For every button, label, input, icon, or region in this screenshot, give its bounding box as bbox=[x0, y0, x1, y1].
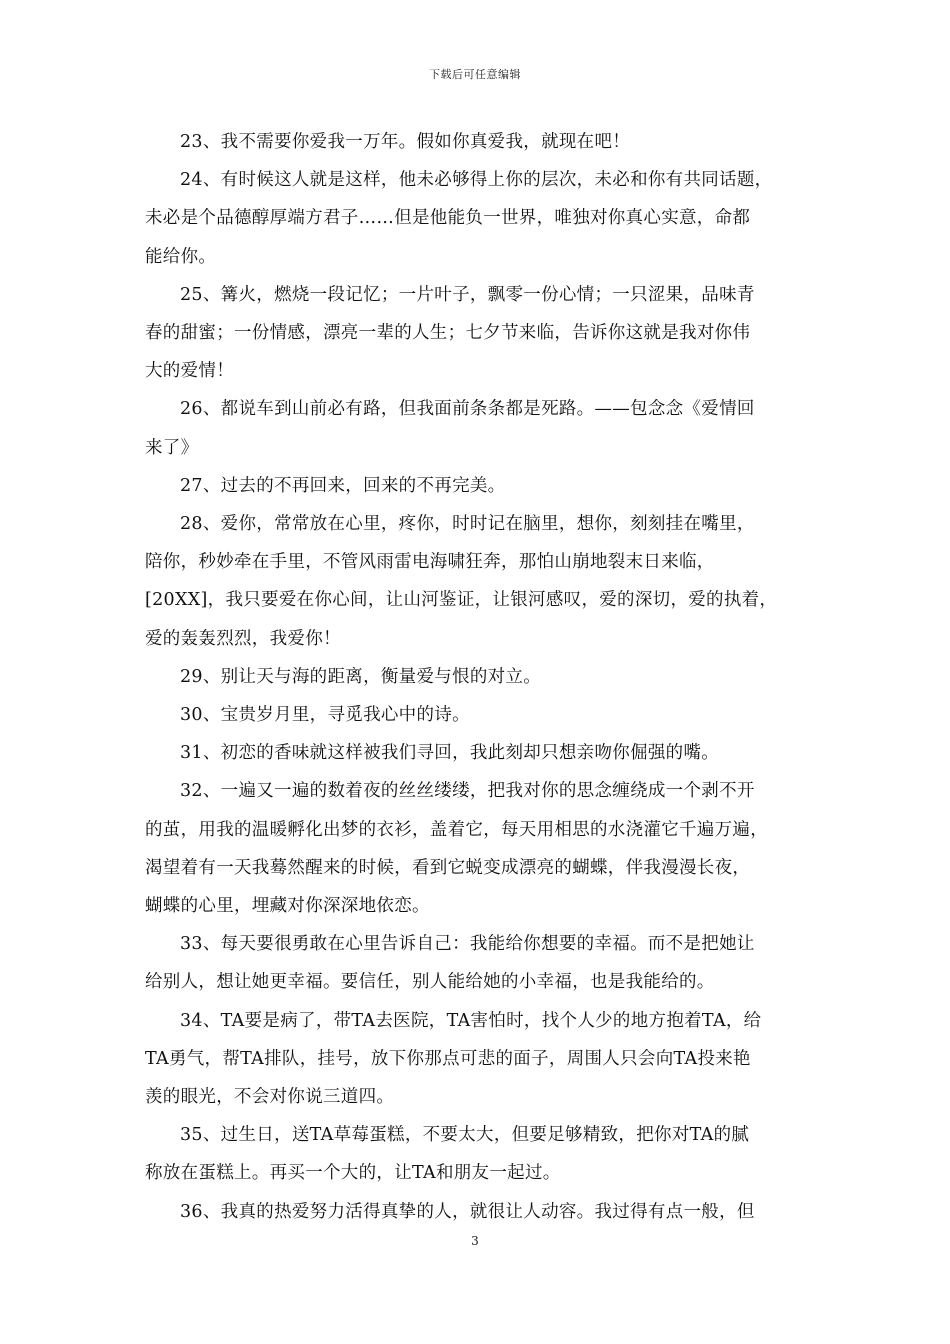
paragraph-34: 34、TA要是病了，带TA去医院，TA害怕时，找个人少的地方抱着TA，给 TA勇气，帮TA排队，挂号，放下你那点可悲的面子，周围人只会向TA投来艳 羡的眼光，不会对你说三道四。 bbox=[145, 1010, 762, 1108]
paragraph-29: 29、别让天与海的距离，衡量爱与恨的对立。 bbox=[180, 666, 542, 687]
paragraph-24: 24、有时候这人就是这样，他未必够得上你的层次，未必和你有共同话题， 未必是个品德醇厚端方君子……但是他能负一世界，唯独对你真心实意，命都 能给你。 bbox=[145, 170, 773, 267]
paragraph-30: 30、宝贵岁月里，寻觅我心中的诗。 bbox=[180, 705, 470, 726]
paragraph-35: 35、过生日，送TA草莓蛋糕，不要太大，但要足够精致，把你对TA的腻 称放在蛋糕上。再买一个大的，让TA和朋友一起过。 bbox=[145, 1125, 750, 1184]
paragraph-25: 25、篝火，燃烧一段记忆；一片叶子，飘零一份心情；一只涩果，品味青 春的甜蜜；一份情感，漂亮一辈的人生；七夕节来临，告诉你这就是我对你伟 大的爱情！ bbox=[145, 284, 755, 382]
paragraph-32: 32、一遍又一遍的数着夜的丝丝缕缕，把我对你的思念缠绕成一个剥不开 的茧，用我的温暖孵化出梦的衣衫，盖着它，每天用相思的水浇灌它千遍万遍， 渴望着有一天我蓦然醒来的时候，看到它蜕变成漂亮的蝴蝶，伴我漫漫长夜， 蝴蝶的心里，埋藏对你深深地依恋。 bbox=[145, 781, 768, 917]
paragraph-36: 36、我真的热爱努力活得真挚的人，就很让人动容。我过得有点一般，但 bbox=[180, 1201, 755, 1222]
paragraph-28: 28、爱你，常常放在心里，疼你，时时记在脑里，想你，刻刻挂在嘴里， 陪你，秒妙牵在手里，不管风雨雷电海啸狂奔，那怕山崩地裂末日来临， [20XX]，我只要爱在你心间，让山河鉴证，让银河感叹，爱的深切，爱的执着， 爱的轰轰烈烈，我爱你！ bbox=[145, 514, 778, 649]
paragraph-31: 31、初恋的香味就这样被我们寻回，我此刻却只想亲吻你倔强的嘴。 bbox=[180, 743, 720, 764]
paragraph-23: 23、我不需要你爱我一万年。假如你真爱我，就现在吧！ bbox=[180, 132, 631, 152]
page-header: 下载后可任意编辑 bbox=[429, 68, 521, 81]
document-body bbox=[145, 123, 813, 1231]
paragraph-33: 33、每天要很勇敢在心里告诉自己：我能给你想要的幸福。而不是把她让 给别人，想让她更幸福。要信任，别人能给她的小幸福，也是我能给的。 bbox=[145, 934, 755, 993]
page-number: 3 bbox=[471, 1234, 479, 1248]
paragraph-26: 26、都说车到山前必有路，但我面前条条都是死路。——包念念《爱情回 来了》 bbox=[145, 399, 755, 458]
paragraph-27: 27、过去的不再回来，回来的不再完美。 bbox=[180, 475, 506, 496]
